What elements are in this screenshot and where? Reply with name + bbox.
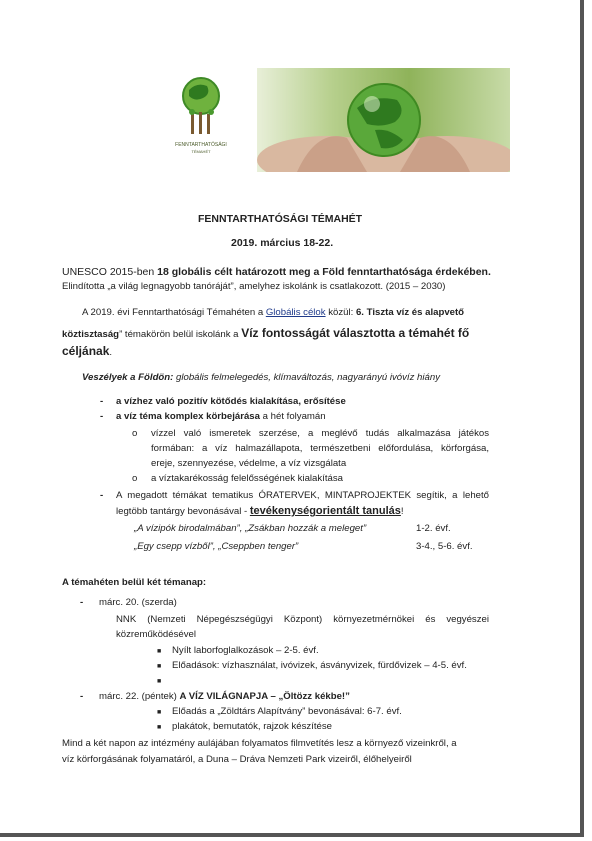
page-title: FENNTARTHATÓSÁGI TÉMAHÉT [198,213,363,225]
dangers-line [82,372,440,384]
dangers-text: globális felmelegedés, klímaváltozás, nagyarányú ivóvíz hiány [173,372,440,383]
intro-line1 [62,266,491,278]
day2-item1: Előadás a „Zöldtárs Alapítvány” bevonásával: 6-7. évf. [172,706,402,717]
p2-line3 [62,345,112,359]
header-banner [171,68,510,172]
goal3-line1: A megadott témákat tematikus ÓRATERVEK, MINTAPROJEKTEK segítik, a lehető [116,490,489,501]
goal3-line2 [116,505,404,518]
p2-text-e: ” témakörön belül iskolánk a [119,329,242,340]
logo-text-line2: TÉMAHÉT [191,149,211,154]
sustainability-logo [171,68,257,172]
goal1-bullet: - [100,396,104,407]
sub2-bullet: o [132,473,138,484]
intro-text: UNESCO 2015-ben [62,266,158,278]
goal3-text: legtöbb tantárgy bevonásával - [116,506,250,517]
goal3-bullet: - [100,490,104,501]
day1-item1-bullet: ■ [157,648,162,655]
p2-goal6: 6. Tiszta víz és alapvető [355,307,465,318]
day1-empty-bullet: ■ [157,678,162,685]
tree-logo-icon [171,68,257,172]
p2-goal6-cont: köztisztaság [62,329,120,340]
day1-date: márc. 20. (szerda) [99,597,177,608]
p2-text-b: közül: [325,307,356,318]
project1-title: „A vízipók birodalmában”, „Zsákban hozzák a meleget” [134,523,367,534]
day2-title: A VÍZ VILÁGNAPJA – „Öltözz kékbe!” [179,691,350,702]
p2-line2 [62,327,469,341]
globe-hands-icon [257,68,510,172]
goal2-bold: a víz téma komplex körbejárása [116,411,260,422]
sub1-bullet: o [132,428,138,439]
day2-item2-bullet: ■ [157,724,162,731]
day2-bullet: - [80,691,84,702]
day2-item2: plakátok, bemutatók, rajzok készítése [172,721,332,732]
day1-item2: Előadások: vízhasználat, ivóvizek, ásványvizek, fürdővizek – 4-5. évf. [172,660,467,671]
logo-text-line1: FENNTARTHATÓSÁGI [175,142,227,148]
p2-line1 [82,307,464,319]
day2-date: márc. 22. (péntek) [99,691,180,702]
project2-grade: 3-4., 5-6. évf. [416,541,473,552]
sub2-text: a víztakarékosság felelősségének kialakítása [151,473,343,484]
activity-learning: tevékenységorientált tanulás [249,505,401,517]
global-goals-link[interactable]: Globális célok [265,307,326,318]
day1-item1: Nyílt laborfoglalkozások – 2-5. évf. [172,645,319,656]
goal2-normal: a hét folyamán [259,411,326,422]
closing-line2: víz körforgásának folyamatáról, a Duna – Dráva Nemzeti Park vizeiről, élőhelyeiről [62,754,412,765]
goal1-text: a vízhez való pozitív kötődés kialakítása, erősítése [116,396,346,407]
day2-line [99,691,350,703]
intro-bold: 18 globális célt határozott meg a Föld fenntarthatósága érdekében. [157,266,491,278]
day1-desc-line2: közreműködésével [116,629,196,640]
project2-title: „Egy csepp vízből”, „Cseppben tenger” [134,541,299,552]
closing-line1: Mind a két napon az intézmény aulájában folyamatos filmvetítés lesz a környező vizeinkről, a [62,738,457,749]
project1-grade: 1-2. évf. [416,523,451,534]
page-date: 2019. március 18-22. [231,237,334,249]
goal3-excl: ! [400,506,404,517]
day1-item2-bullet: ■ [157,663,162,670]
goal2-text [116,411,326,423]
p2-water-goal-end: céljának [62,344,110,358]
sub1-line1: vízzel való ismeretek szerzése, a meglévő tudás alkalmazása játékos [151,428,489,439]
p2-water-goal: Víz fontosságát választotta a témahét fő [241,326,470,340]
sub1-line3: ereje, szennyezése, védelme, a víz vizsgálata [151,458,347,469]
globe-in-hands-photo [257,68,510,172]
dangers-label: Veszélyek a Földön: [82,372,174,383]
intro-line2: Elindította „a világ legnagyobb tanóráját”, amelyhez iskolánk is csatlakozott. (2015 – 2030) [62,281,446,292]
day1-desc-line1: NNK (Nemzeti Népegészségügyi Központ) környezetmérnökei és vegyészei [116,614,489,625]
p2-text: A 2019. évi Fenntarthatósági Témahéten a [82,307,266,318]
p2-period: . [109,347,113,358]
goal2-bullet: - [100,411,104,422]
days-heading: A témahéten belül két témanap: [62,577,207,588]
sub1-line2: formában: a víz halmazállapota, természetbeni előfordulása, körforgása, [151,443,489,454]
day1-bullet: - [80,597,84,608]
day2-item1-bullet: ■ [157,709,162,716]
